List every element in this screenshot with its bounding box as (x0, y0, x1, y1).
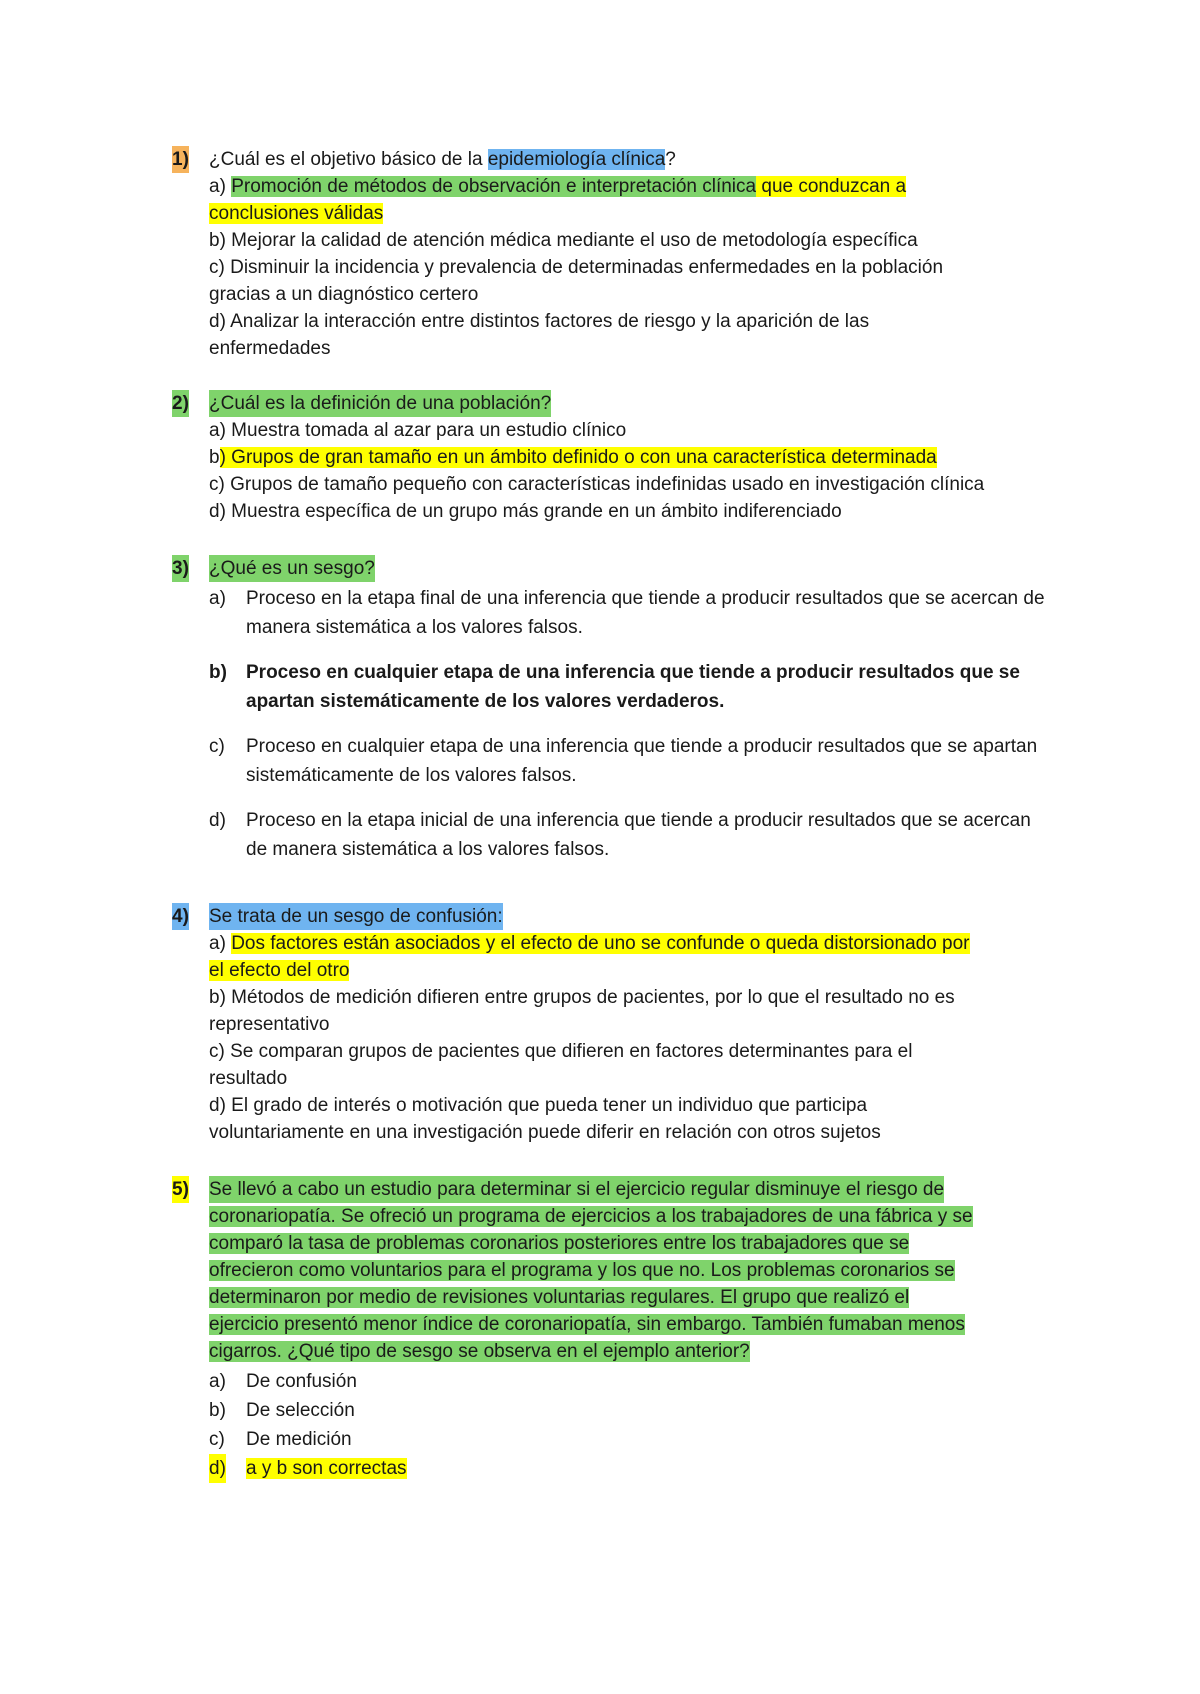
question-number: 1) (172, 146, 189, 173)
question-number: 3) (172, 555, 189, 582)
option-d-cont: enfermedades (209, 338, 331, 359)
option-b: b) Proceso en cualquier etapa de una inferencia que tiende a producir resultados que se apartan sistemáticamente de los valores verdaderos. (209, 662, 1020, 712)
option-b: b) Mejorar la calidad de atención médica mediante el uso de metodología específica (209, 230, 918, 251)
option-a: a) Muestra tomada al azar para un estudio clínico (209, 420, 627, 441)
option-b: b) Métodos de medición difieren entre grupos de pacientes, por lo que el resultado no es (209, 987, 955, 1008)
option-a: a) De confusión (209, 1371, 357, 1392)
option-a-cont: el efecto del otro (209, 960, 350, 981)
question-4 (172, 903, 1052, 1146)
question-1 (172, 146, 1052, 362)
option-b: b) De selección (209, 1400, 355, 1421)
option-a: a) Proceso en la etapa final de una inferencia que tiende a producir resultados que se acercan de manera sistemática a los valores falsos. (209, 588, 1045, 638)
option-d: d) El grado de interés o motivación que pueda tener un individuo que participa (209, 1095, 868, 1116)
question-stem-cont: ofrecieron como voluntarios para el programa y los que no. Los problemas coronarios se (209, 1260, 955, 1281)
question-number: 4) (172, 903, 189, 930)
question-stem-cont: comparó la tasa de problemas coronarios posteriores entre los trabajadores que se (209, 1233, 910, 1254)
option-c: c) Proceso en cualquier etapa de una inferencia que tiende a producir resultados que se apartan sistemáticamente de los valores falsos. (209, 736, 1038, 786)
option-c: c) Grupos de tamaño pequeño con características indefinidas usado en investigación clínica (209, 474, 985, 495)
question-number: 5) (172, 1176, 189, 1203)
option-d: d) Muestra específica de un grupo más grande en un ámbito indiferenciado (209, 501, 842, 522)
option-c: c) De medición (209, 1429, 352, 1450)
option-d: d) Proceso en la etapa inicial de una inferencia que tiende a producir resultados que se acercan de manera sistemática a los valores falsos. (209, 810, 1031, 860)
question-3 (172, 555, 1052, 864)
question-stem-cont: ejercicio presentó menor índice de coronariopatía, sin embargo. También fumaban menos (209, 1314, 965, 1335)
question-stem: Se llevó a cabo un estudio para determinar si el ejercicio regular disminuye el riesgo de (209, 1176, 944, 1203)
option-a: a) Promoción de métodos de observación e interpretación clínica que conduzcan a (209, 176, 907, 197)
option-c-cont: resultado (209, 1068, 288, 1089)
question-stem: ¿Qué es un sesgo? (209, 555, 375, 582)
option-c: c) Disminuir la incidencia y prevalencia de determinadas enfermedades en la población (209, 257, 944, 278)
question-number: 2) (172, 390, 189, 417)
question-stem: ¿Cuál es la definición de una población? (209, 390, 551, 417)
question-stem: Se trata de un sesgo de confusión: (209, 903, 503, 930)
option-d: d) a y b son correctas (172, 1454, 1052, 1483)
option-a: a) Dos factores están asociados y el efecto de uno se confunde o queda distorsionado por (209, 933, 970, 954)
option-a-cont: conclusiones válidas (209, 203, 384, 224)
question-2 (172, 390, 1052, 525)
question-stem: ¿Cuál es el objetivo básico de la epidemiología clínica? (209, 149, 676, 170)
question-5 (172, 1176, 1052, 1483)
question-stem-cont: coronariopatía. Se ofreció un programa de ejercicios a los trabajadores de una fábrica y se (209, 1206, 973, 1227)
option-c-cont: gracias a un diagnóstico certero (209, 284, 479, 305)
question-stem-cont: cigarros. ¿Qué tipo de sesgo se observa en el ejemplo anterior? (209, 1341, 750, 1362)
option-d-cont: voluntariamente en una investigación puede diferir en relación con otros sujetos (209, 1122, 881, 1143)
question-stem-cont: determinaron por medio de revisiones voluntarias regulares. El grupo que realizó el (209, 1287, 910, 1308)
option-b-cont: representativo (209, 1014, 330, 1035)
option-d: d) Analizar la interacción entre distintos factores de riesgo y la aparición de las (209, 311, 870, 332)
option-b: b) Grupos de gran tamaño en un ámbito definido o con una característica determinada (209, 447, 937, 468)
option-c: c) Se comparan grupos de pacientes que difieren en factores determinantes para el (209, 1041, 913, 1062)
